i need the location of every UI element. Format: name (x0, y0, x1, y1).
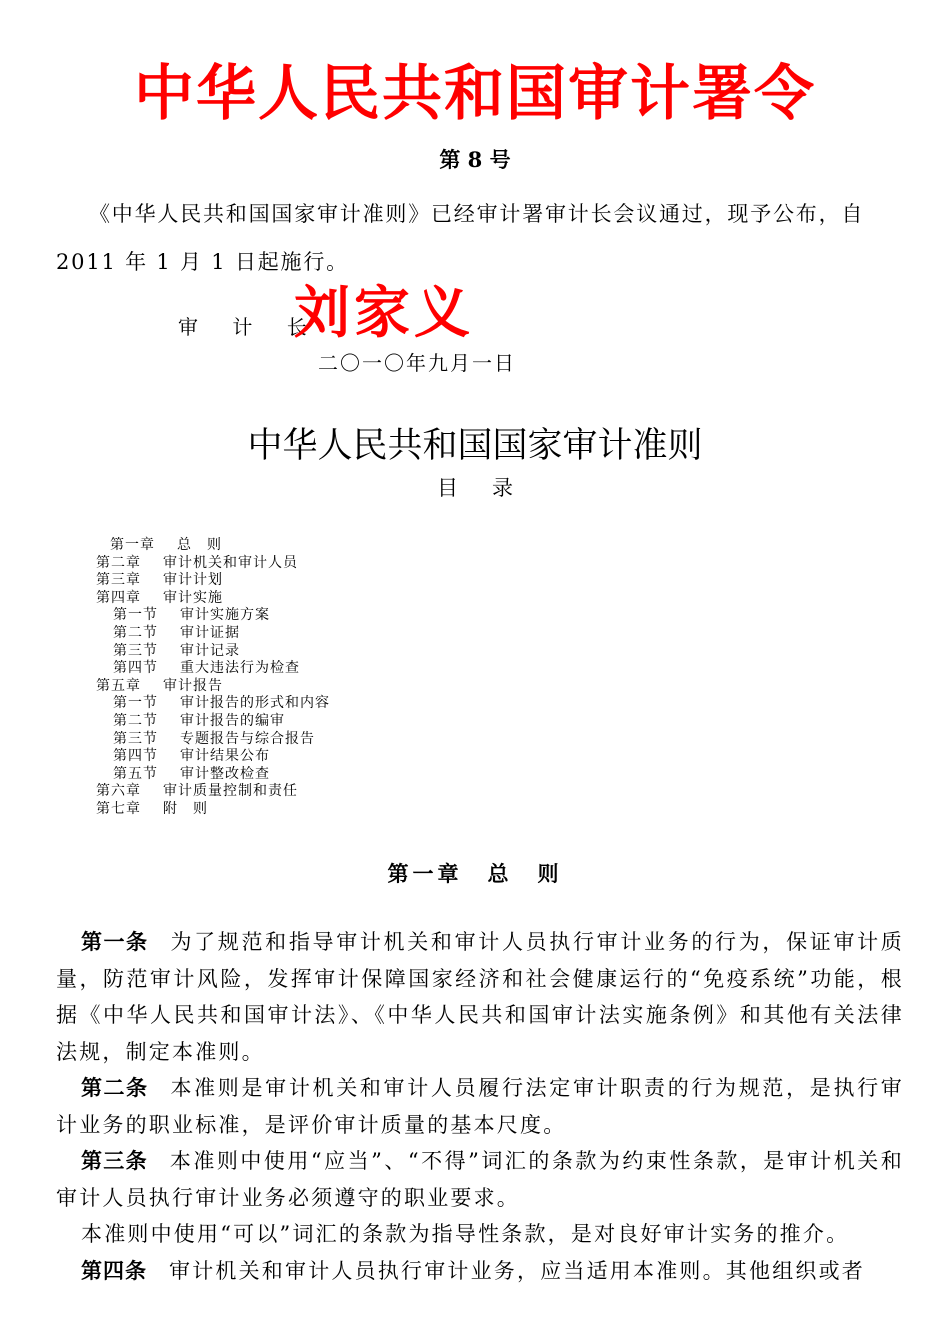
toc-chapter-item (96, 783, 330, 801)
toc-section-item (96, 731, 330, 749)
toc-item-label: 第四章 (96, 589, 141, 606)
toc-section-item (96, 695, 330, 713)
toc-section-item (96, 607, 330, 625)
signature: 刘家义 (294, 281, 474, 346)
toc-item-title: 重大违法行为检查 (180, 660, 300, 677)
article-number: 第三条 (81, 1149, 148, 1173)
toc-item-title: 总 则 (177, 537, 222, 553)
toc-item-title: 审计实施方案 (180, 607, 270, 624)
article-paragraph (56, 1070, 904, 1143)
toc-item-title: 审计报告 (163, 677, 223, 694)
toc-item-title: 审计计划 (163, 572, 223, 589)
toc-item-title: 审计实施 (163, 589, 223, 606)
toc-item-label: 第四节 (113, 660, 158, 677)
toc-chapter-item (96, 801, 330, 819)
signing-date: 二〇一〇年九月一日 (318, 351, 516, 375)
toc-section-item (96, 713, 330, 731)
toc-item-label: 第二章 (96, 554, 141, 571)
toc-item-label: 第一节 (113, 695, 158, 712)
toc-item-label: 第七章 (96, 800, 141, 817)
toc-item-title: 审计报告的编审 (180, 712, 285, 729)
article-paragraph (56, 924, 904, 1070)
article-paragraph (56, 1253, 904, 1290)
toc-item-label: 第三节 (113, 730, 158, 747)
toc-section-item (96, 643, 330, 661)
toc-item-title: 审计证据 (180, 624, 240, 641)
article-paragraph (56, 1216, 904, 1253)
article-text: 为了规范和指导审计机关和审计人员执行审计业务的行为，保证审计质量，防范审计风险，发挥审计保障国家经济和社会健康运行的“免疫系统”功能，根据《中华人民共和国审计法》、《中华人民共和国审计法实施条例》和其他有关法律法规，制定本准则。 (56, 930, 904, 1064)
toc-chapter-item (96, 555, 330, 573)
toc-chapter-item (96, 572, 330, 590)
signer-label: 审 计 长 (178, 315, 321, 339)
toc-item-title: 审计整改检查 (180, 765, 270, 782)
order-title: 中华人民共和国审计署令 (134, 59, 816, 129)
toc-item-title: 专题报告与综合报告 (180, 730, 315, 747)
toc-item-label: 第三章 (96, 572, 141, 589)
order-number: 第 8 号 (439, 147, 511, 172)
article-text: 审计机关和审计人员执行审计业务，应当适用本准则。其他组织或者 (169, 1258, 865, 1283)
table-of-contents (96, 537, 330, 819)
chapter-heading: 第一章 总 则 (387, 862, 563, 886)
toc-item-title: 审计结果公布 (180, 748, 270, 765)
toc-chapter-item (96, 537, 330, 555)
toc-item-label: 第一节 (113, 607, 158, 624)
article-text: 本准则中使用“可以”词汇的条款为指导性条款，是对良好审计实务的推介。 (81, 1222, 850, 1246)
toc-section-item (96, 748, 330, 766)
toc-section-item (96, 766, 330, 784)
toc-item-label: 第四节 (113, 748, 158, 765)
announcement-paragraph: 《中华人民共和国国家审计准则》已经审计署审计长会议通过，现予公布，自 2011 年 1 月 1 日起施行。 (56, 202, 865, 274)
toc-item-label: 第五章 (96, 677, 141, 694)
article-text: 本准则是审计机关和审计人员履行法定审计职责的行为规范，是执行审计业务的职业标准，是评价审计质量的基本尺度。 (56, 1076, 904, 1137)
chapter-body (56, 924, 904, 1289)
toc-item-title: 审计记录 (180, 642, 240, 659)
toc-item-label: 第五节 (113, 765, 158, 782)
toc-item-label: 第二节 (113, 624, 158, 641)
toc-item-title: 审计质量控制和责任 (163, 783, 298, 800)
article-number: 第二条 (81, 1076, 149, 1100)
article-text: 本准则中使用“应当”、“不得”词汇的条款为约束性条款，是审计机关和审计人员执行审计业务必须遵守的职业要求。 (56, 1149, 905, 1210)
toc-item-label: 第三节 (113, 642, 158, 659)
toc-chapter-item (96, 590, 330, 608)
toc-item-title: 审计报告的形式和内容 (180, 695, 330, 712)
standard-title: 中华人民共和国国家审计准则 (247, 426, 703, 466)
article-paragraph (56, 1143, 904, 1216)
article-number: 第一条 (81, 930, 149, 954)
toc-heading: 目录 (437, 476, 547, 500)
toc-item-title: 审计机关和审计人员 (163, 554, 298, 571)
toc-item-label: 第一章 (110, 537, 155, 553)
toc-chapter-item (96, 678, 330, 696)
toc-item-label: 第六章 (96, 783, 141, 800)
toc-section-item (96, 660, 330, 678)
article-number: 第四条 (81, 1258, 147, 1283)
toc-item-title: 附 则 (163, 800, 208, 817)
toc-section-item (96, 625, 330, 643)
toc-item-label: 第二节 (113, 712, 158, 729)
